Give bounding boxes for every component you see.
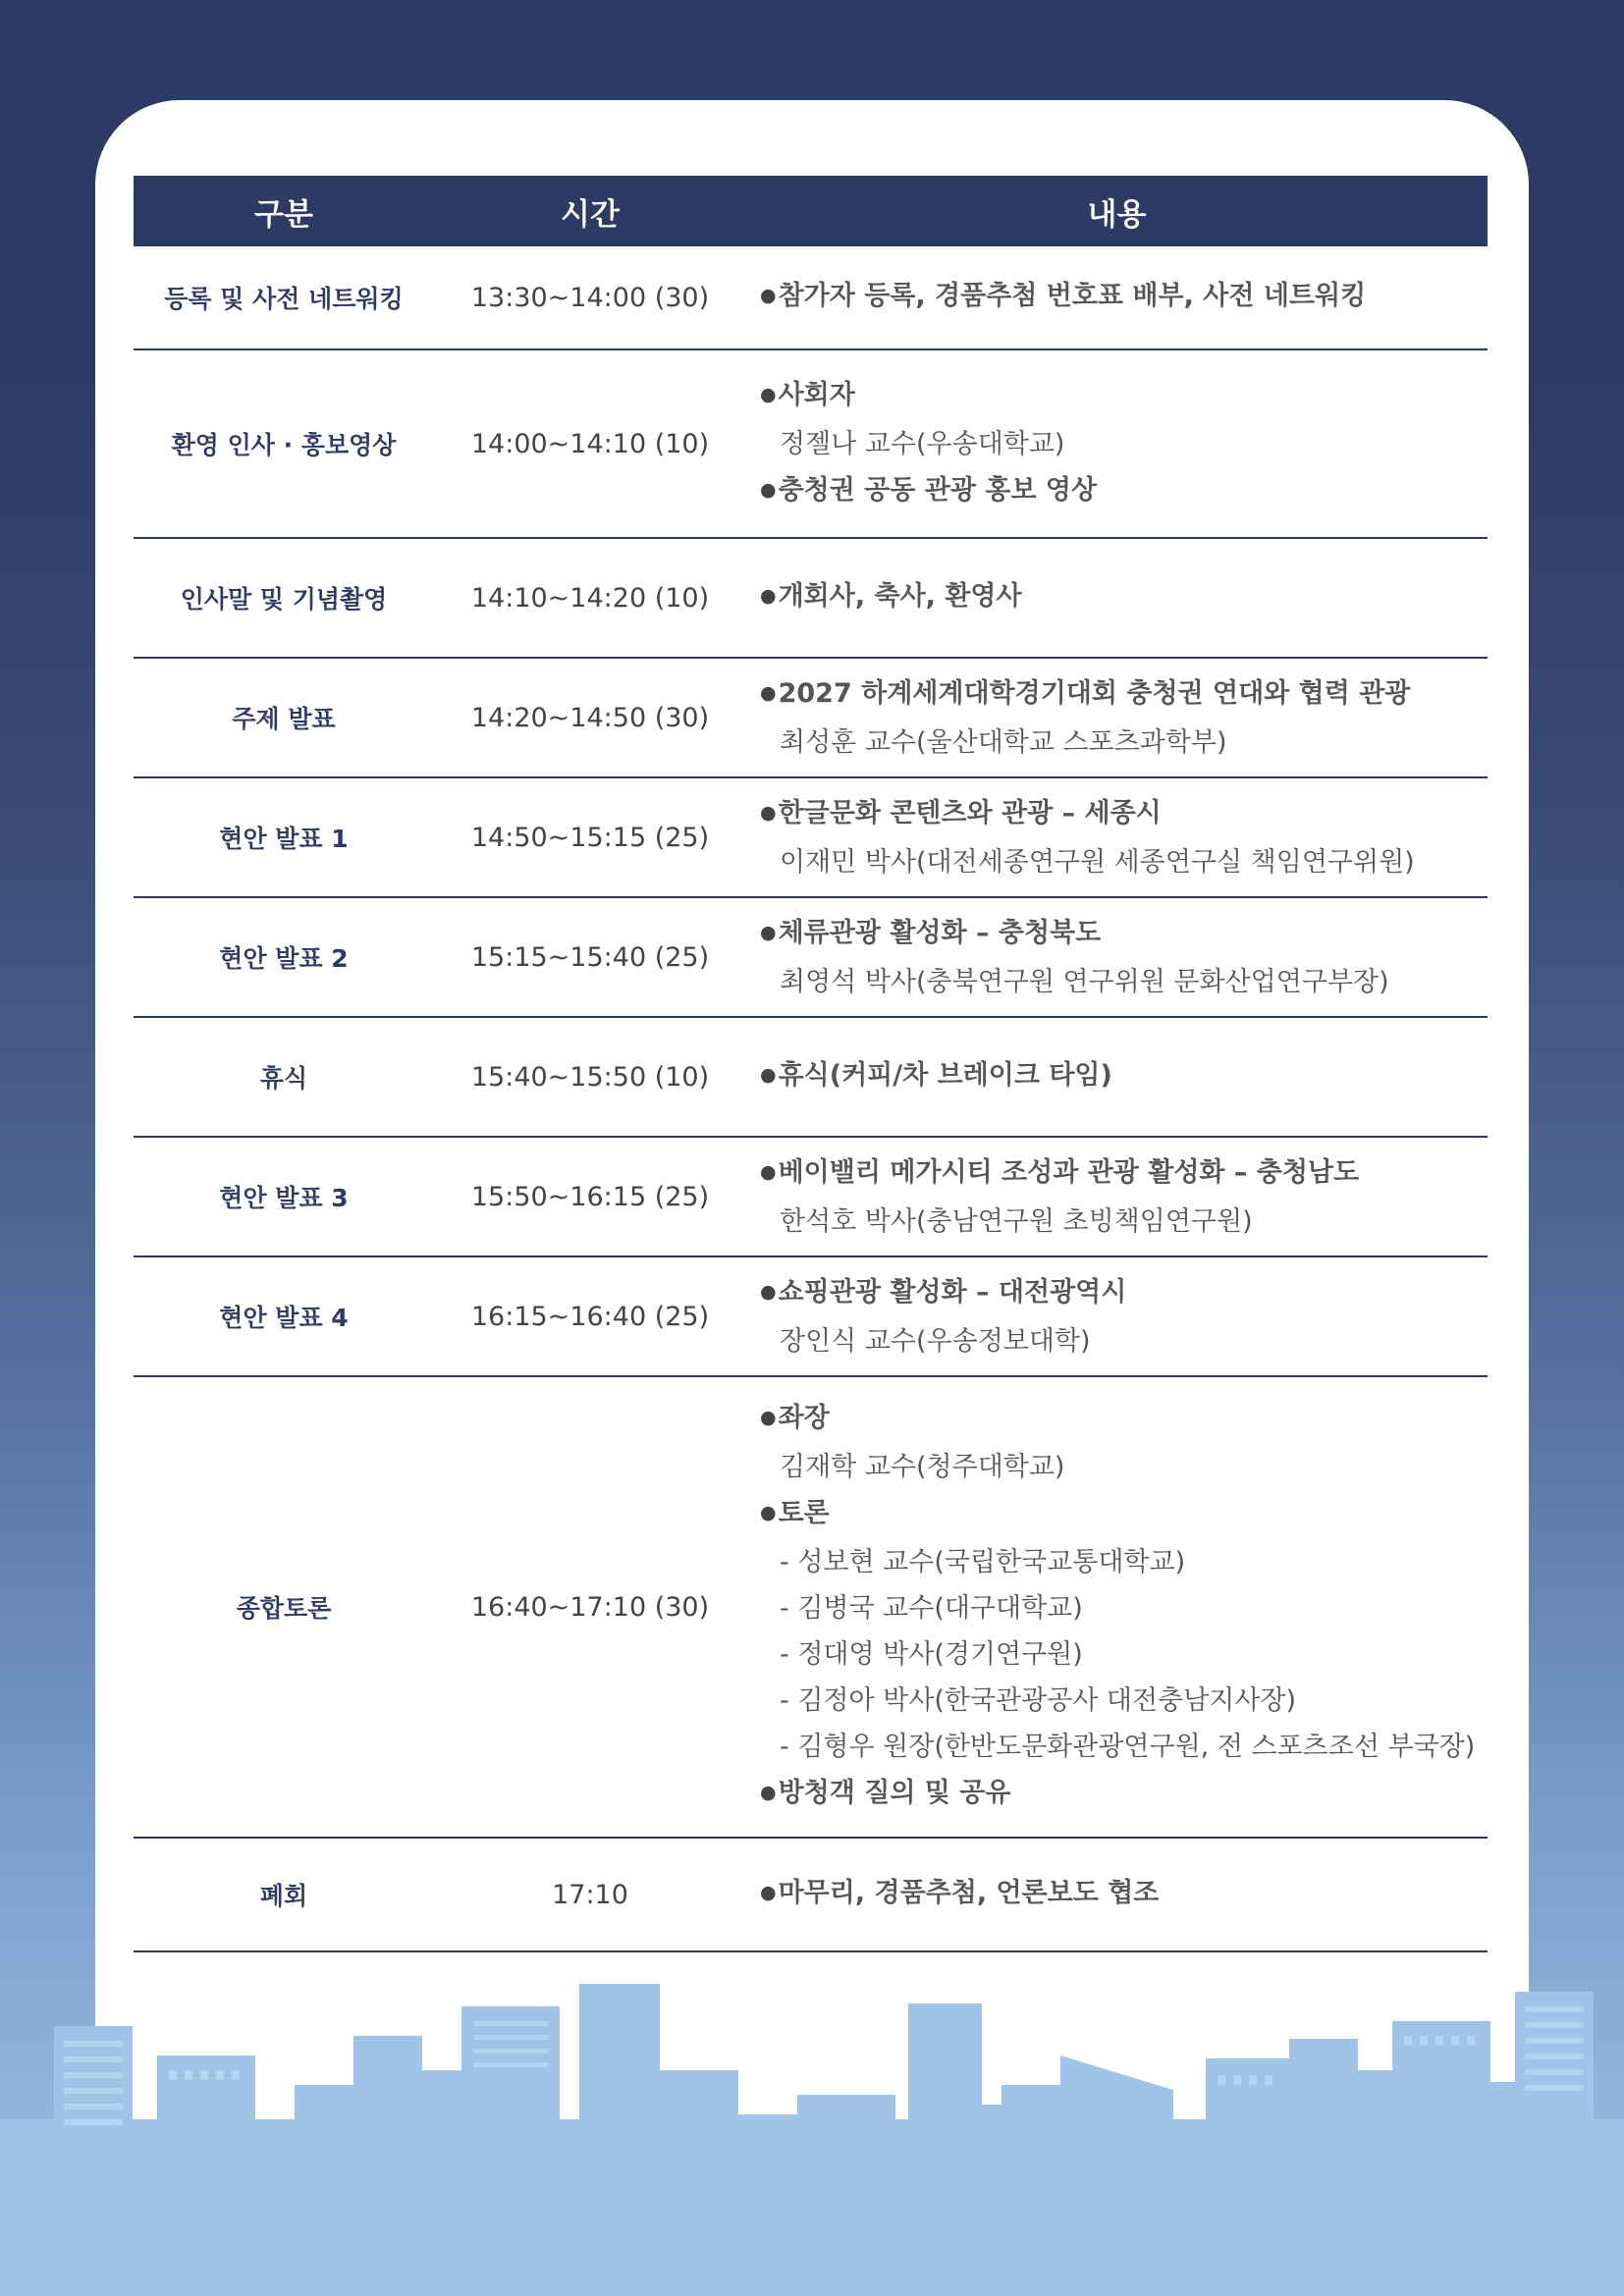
row-category: 환영 인사 · 홍보영상 bbox=[171, 431, 397, 459]
content-bullet: ● 참가자 등록, 경품추첨 번호표 배부, 사전 네트워킹 bbox=[760, 273, 1488, 322]
content-detail: 최성훈 교수(울산대학교 스포츠과학부) bbox=[780, 726, 1227, 758]
row-time: 17:10 bbox=[552, 1879, 628, 1910]
content-bullet: ● 방청객 질의 및 공유 bbox=[760, 1770, 1488, 1819]
content-bullet: ● 한글문화 콘텐츠와 관광 – 세종시 bbox=[760, 790, 1488, 839]
content-detail: - 정대영 박사(경기연구원) bbox=[780, 1639, 1083, 1670]
row-time: 13:30~14:00 (30) bbox=[470, 282, 710, 313]
content-bullet: ● 개회사, 축사, 환영사 bbox=[760, 573, 1488, 622]
row-content bbox=[746, 790, 1488, 885]
content-detail: 최영석 박사(충북연구원 연구위원 문화산업연구부장) bbox=[780, 966, 1389, 997]
table-row bbox=[134, 246, 1488, 350]
content-bullet: ● 쇼핑관광 활성화 – 대전광역시 bbox=[760, 1269, 1488, 1318]
row-content bbox=[746, 1052, 1488, 1101]
row-category: 인사말 및 기념촬영 bbox=[180, 585, 388, 614]
table-row bbox=[134, 659, 1488, 778]
content-bullet: ● 2027 하계세계대학경기대회 충청권 연대와 협력 관광 bbox=[760, 670, 1488, 720]
content-detail: 김재학 교수(청주대학교) bbox=[780, 1452, 1065, 1482]
city-skyline-illustration bbox=[0, 1962, 1624, 2296]
content-bullet: ● 좌장 bbox=[760, 1395, 1488, 1444]
content-detail: - 김형우 원장(한반도문화관광연구원, 전 스포츠조선 부국장) bbox=[780, 1732, 1476, 1762]
row-category: 주제 발표 bbox=[232, 705, 336, 733]
row-content bbox=[746, 273, 1488, 322]
row-time: 15:50~16:15 (25) bbox=[470, 1181, 710, 1212]
table-row bbox=[134, 1839, 1488, 1952]
header-category: 구분 bbox=[254, 196, 313, 233]
row-content bbox=[746, 573, 1488, 622]
content-detail: 이재민 박사(대전세종연구원 세종연구실 책임연구위원) bbox=[780, 846, 1415, 878]
row-content bbox=[746, 1149, 1488, 1245]
row-content bbox=[746, 1395, 1488, 1819]
header-content: 내용 bbox=[1087, 196, 1147, 233]
row-time: 14:20~14:50 (30) bbox=[470, 702, 710, 733]
table-row bbox=[134, 350, 1488, 539]
row-category: 종합토론 bbox=[236, 1594, 332, 1623]
header-time: 시간 bbox=[561, 196, 620, 233]
row-time: 15:15~15:40 (25) bbox=[470, 941, 710, 973]
content-detail: - 성보현 교수(국립한국교통대학교) bbox=[780, 1547, 1186, 1577]
table-row bbox=[134, 1138, 1488, 1257]
row-content bbox=[746, 372, 1488, 516]
row-content bbox=[746, 1870, 1488, 1919]
content-bullet: ● 토론 bbox=[760, 1490, 1488, 1539]
row-content bbox=[746, 670, 1488, 766]
row-time: 14:00~14:10 (10) bbox=[470, 428, 710, 459]
row-category: 등록 및 사전 네트워킹 bbox=[164, 285, 404, 313]
row-time: 14:50~15:15 (25) bbox=[470, 822, 710, 853]
row-category: 휴식 bbox=[259, 1064, 308, 1093]
program-table bbox=[134, 176, 1488, 1952]
row-category: 현안 발표 2 bbox=[219, 944, 349, 973]
content-bullet: ● 베이밸리 메가시티 조성과 관광 활성화 – 충청남도 bbox=[760, 1149, 1488, 1199]
row-category: 현안 발표 1 bbox=[219, 825, 349, 853]
table-row bbox=[134, 898, 1488, 1018]
row-content bbox=[746, 910, 1488, 1005]
row-category: 폐회 bbox=[259, 1882, 308, 1910]
content-bullet: ● 사회자 bbox=[760, 372, 1488, 421]
row-content bbox=[746, 1269, 1488, 1364]
content-bullet: ● 휴식(커피/차 브레이크 타임) bbox=[760, 1052, 1488, 1101]
table-row bbox=[134, 1018, 1488, 1138]
content-bullet: ● 마무리, 경품추첨, 언론보도 협조 bbox=[760, 1870, 1488, 1919]
content-detail: - 김정아 박사(한국관광공사 대전충남지사장) bbox=[780, 1685, 1297, 1716]
row-time: 14:10~14:20 (10) bbox=[470, 582, 710, 614]
row-time: 15:40~15:50 (10) bbox=[470, 1061, 710, 1093]
table-row bbox=[134, 1377, 1488, 1839]
table-header bbox=[134, 176, 1488, 246]
table-row bbox=[134, 539, 1488, 659]
content-detail: 정젤나 교수(우송대학교) bbox=[780, 428, 1065, 459]
content-detail: 한석호 박사(충남연구원 초빙책임연구원) bbox=[780, 1205, 1253, 1237]
content-detail: 장인식 교수(우송정보대학) bbox=[780, 1325, 1091, 1357]
table-body bbox=[134, 246, 1488, 1952]
row-category: 현안 발표 4 bbox=[219, 1304, 349, 1332]
row-time: 16:40~17:10 (30) bbox=[470, 1591, 710, 1623]
content-detail: - 김병국 교수(대구대학교) bbox=[780, 1593, 1083, 1624]
row-category: 현안 발표 3 bbox=[219, 1184, 349, 1212]
table-row bbox=[134, 778, 1488, 898]
content-bullet: ● 체류관광 활성화 – 충청북도 bbox=[760, 910, 1488, 959]
table-row bbox=[134, 1257, 1488, 1377]
content-bullet: ● 충청권 공동 관광 홍보 영상 bbox=[760, 467, 1488, 516]
row-time: 16:15~16:40 (25) bbox=[470, 1301, 710, 1332]
